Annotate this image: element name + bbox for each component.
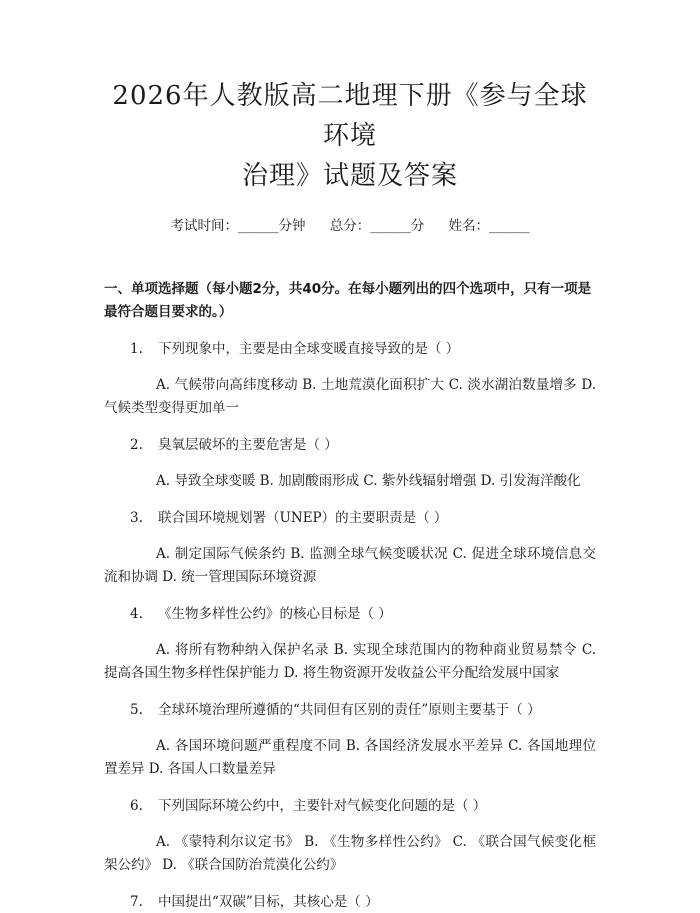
document-title: [104, 76, 596, 196]
question-4: [104, 603, 596, 625]
section-heading-1: 一、单项选择题（每小题2分，共40分。在每小题列出的四个选项中，只有一项是最符合题目要求的。）: [104, 281, 592, 320]
question-3-options: A. 制定国际气候条约 B. 监测全球气候变暖状况 C. 促进全球环境信息交流和协调 D. 统一管理国际环境资源: [104, 546, 596, 585]
question-7: [104, 891, 596, 913]
question-6-options: A. 《蒙特利尔议定书》 B. 《生物多样性公约》 C. 《联合国气候变化框架公约》 D. 《联合国防治荒漠化公约》: [104, 834, 596, 873]
question-number: 7.: [130, 894, 143, 910]
exam-time: 考试时间：______分钟: [170, 218, 306, 234]
question-5: [104, 699, 596, 721]
question-text: 下列国际环境公约中，主要针对气候变化问题的是（ ）: [158, 798, 487, 814]
question-text: 全球环境治理所遵循的“共同但有区别的责任”原则主要基于（ ）: [158, 702, 541, 718]
question-text: 中国提出“双碳”目标，其核心是（ ）: [158, 894, 379, 910]
title-line-2: 治理》试题及答案: [241, 161, 458, 191]
title-line-1: 2026年人教版高二地理下册《参与全球环境: [112, 81, 588, 151]
question-2: [104, 434, 596, 456]
question-number: 4.: [130, 606, 143, 622]
exam-score: 总分：______分: [329, 218, 425, 234]
question-text: 下列现象中，主要是由全球变暖直接导致的是（ ）: [158, 341, 460, 357]
question-number: 5.: [130, 702, 143, 718]
question-number: 6.: [130, 798, 143, 814]
question-4-options: A. 将所有物种纳入保护名录 B. 实现全球范围内的物种商业贸易禁令 C. 提高各国生物多样性保护能力 D. 将生物资源开发收益公平分配给发展中国家: [104, 642, 596, 681]
question-1: [104, 338, 596, 360]
question-2-options: A. 导致全球变暖 B. 加剧酸雨形成 C. 紫外线辐射增强 D. 引发海洋酸化: [156, 473, 581, 489]
question-number: 2.: [130, 437, 143, 453]
question-text: 《生物多样性公约》的核心目标是（ ）: [158, 606, 392, 622]
question-6: [104, 795, 596, 817]
question-5-options: A. 各国环境问题严重程度不同 B. 各国经济发展水平差异 C. 各国地理位置差异 D. 各国人口数量差异: [104, 738, 596, 777]
question-number: 3.: [130, 510, 143, 526]
exam-meta: [104, 214, 596, 234]
question-1-options: A. 气候带向高纬度移动 B. 土地荒漠化面积扩大 C. 淡水湖泊数量增多 D. 气候类型变得更加单一: [104, 377, 596, 416]
question-3: [104, 507, 596, 529]
question-text: 联合国环境规划署（UNEP）的主要职责是（ ）: [158, 510, 448, 526]
question-number: 1.: [130, 341, 143, 357]
exam-name: 姓名：______: [448, 218, 530, 234]
question-text: 臭氧层破坏的主要危害是（ ）: [158, 437, 338, 453]
